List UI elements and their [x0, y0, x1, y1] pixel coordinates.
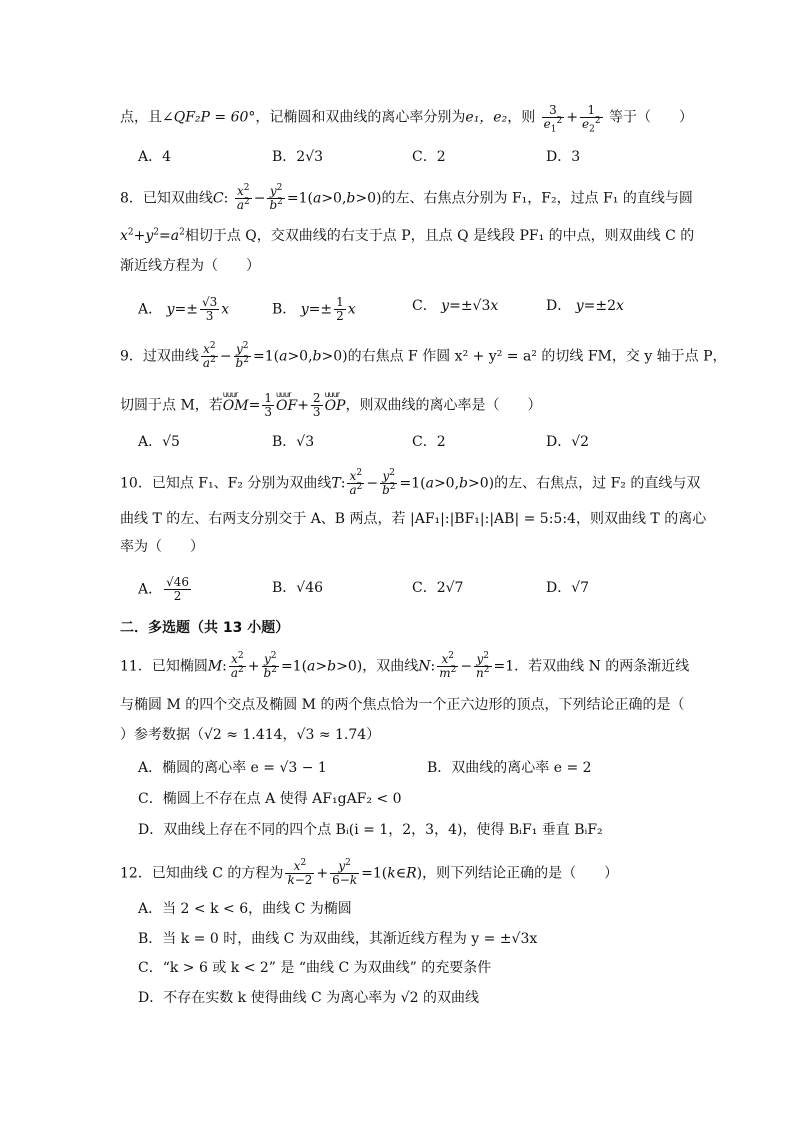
q7-option-a: A．4 — [138, 149, 172, 165]
q7-option-d: D．3 — [546, 149, 581, 165]
q8-line-2: $x^2+y^2=a^2$相切于点 Q，交双曲线的右支于点 P，且点 Q 是线段 PF₁ 的中点，则双曲线 C 的 — [120, 227, 695, 244]
q8-line-3: 渐近线方程为（ ） — [120, 258, 260, 274]
q10-number: 10．已知点 F₁、F₂ 分别为双曲线 — [120, 475, 332, 492]
q11-text-c: ．若双曲线 N 的两条渐近线 — [514, 658, 690, 675]
q7-text-a: 点，且 — [120, 109, 162, 126]
q8-option-d: D． y=±2x — [546, 298, 624, 314]
q12-number: 12．已知曲线 C 的方程为 — [120, 865, 284, 882]
q7-e: e₁，e₂ — [465, 109, 508, 126]
q12-option-d: D．不存在实数 k 使得曲线 C 为离心率为 √2 的双曲线 — [138, 990, 479, 1006]
q7-option-b: B．2√3 — [272, 149, 324, 165]
q11-option-c: C．椭圆上不存在点 A 使得 AF₁gAF₂ < 0 — [138, 791, 402, 807]
q8-option-b: B． y=± $\frac{1}{2}$ x — [272, 295, 356, 323]
q11-option-b: B．双曲线的离心率 e = 2 — [427, 760, 592, 776]
q9-option-d: D．√2 — [546, 434, 590, 450]
q7-line: 点，且∠QF₂P = 60°，记椭圆和双曲线的离心率分别为e₁，e₂，则 $\frac{3}{e_1^2}$ + $\frac{1}{e_2^2}$ 等于（ ） — [120, 103, 693, 135]
q7-angle: ∠QF₂P = 60° — [162, 109, 256, 126]
q9-line-1: 9．过双曲线 $\frac{x^2}{a^2}$ − $\frac{y^2}{b^2}$ =1(a>0,b>0)的右焦点 F 作圆 x² + y² = a² 的切线 FM，交 y 轴于点 P， — [120, 341, 727, 370]
section-heading: 二．多选题（共 13 小题） — [120, 620, 290, 636]
q8-text-b: 的左、右焦点分别为 F₁，F₂，过点 F₁ 的直线与圆 — [381, 190, 693, 207]
q9-text-2a: 切圆于点 M，若 — [120, 397, 223, 414]
q7-text-b: ，记椭圆和双曲线的离心率分别为 — [255, 109, 466, 126]
q10-text-b: 的左、右焦点，过 F₂ 的直线与双 — [494, 475, 701, 492]
q8-line-1: 8．已知双曲线C: $\frac{x^2}{a^2}$ − $\frac{y^2}{b^2}$ =1(a>0,b>0)的左、右焦点分别为 F₁，F₂，过点 F₁ 的直线与圆 — [120, 183, 693, 212]
q7-fraction-2: $\frac{1}{e_2^2}$ — [581, 103, 601, 135]
q8-text-2: 相切于点 Q，交双曲线的右支于点 P，且点 Q 是线段 PF₁ 的中点，则双曲线 C 的 — [184, 228, 695, 244]
q7-option-c: C．2 — [412, 149, 446, 165]
q10-line-2: 曲线 T 的左、右两支分别交于 A、B 两点，若 |AF₁|:|BF₁|:|AB| = 5:5:4，则双曲线 T 的离心 — [120, 511, 707, 527]
q10-option-b: B．√46 — [272, 580, 324, 596]
q9-option-b: B．√3 — [272, 434, 315, 450]
q12-option-b: B．当 k = 0 时，曲线 C 为双曲线，其渐近线方程为 y = ±√3x — [138, 931, 538, 947]
q10-option-d: D．√7 — [546, 580, 590, 596]
q9-option-a: A．√5 — [138, 434, 180, 450]
q10-option-a: A． $\frac{√46}{2}$ — [138, 575, 190, 603]
q9-line-2: 切圆于点 M，若uuur OM= $\frac{1}{3}$ uuur OF+ $\frac{2}{3}$ uuur OP，则双曲线的离心率是（ ） — [120, 392, 541, 419]
q12-option-a: A．当 2 < k < 6，曲线 C 为椭圆 — [138, 901, 352, 917]
q12-text-b: ，则下列结论正确的是（ ） — [422, 865, 619, 882]
q11-number: 11．已知椭圆 — [120, 658, 208, 675]
q11-option-d: D．双曲线上存在不同的四个点 Bᵢ(i = 1，2，3，4)，使得 BᵢF₁ 垂直 BᵢF₂ — [138, 822, 603, 838]
q7-text-c: ，则 — [507, 109, 536, 126]
q11-line-1: 11．已知椭圆M: $\frac{x^2}{a^2}$ + $\frac{y^2}{b^2}$ =1(a>b>0)，双曲线N: $\frac{x^2}{m^2}$ − $\frac{y^2}{n^2}$ =1．若双曲线 N 的两条渐近线 — [120, 651, 690, 680]
q11-text-b: ，双曲线 — [362, 658, 419, 675]
q12-line-1: 12．已知曲线 C 的方程为 $\frac{x^2}{k-2}$ + $\frac{y^2}{6-k}$ =1(k∈R)，则下列结论正确的是（ ） — [120, 858, 619, 887]
q10-line-1: 10．已知点 F₁、F₂ 分别为双曲线T: $\frac{x^2}{a^2}$ − $\frac{y^2}{b^2}$ =1(a>0,b>0)的左、右焦点，过 F₂ 的直线与双 — [120, 468, 701, 497]
q11-option-a: A．椭圆的离心率 e = √3 − 1 — [138, 760, 327, 776]
q10-line-3: 率为（ ） — [120, 539, 204, 555]
q7-fraction-1: $\frac{3}{e_1^2}$ — [543, 103, 563, 135]
q11-line-2: 与椭圆 M 的四个交点及椭圆 M 的两个焦点恰为一个正六边形的顶点，下列结论正确的是（ — [120, 697, 685, 713]
q9-number: 9．过双曲线 — [120, 348, 199, 365]
q9-text-2b: ，则双曲线的离心率是（ ） — [345, 397, 542, 414]
q9-option-c: C．2 — [412, 434, 446, 450]
q12-option-c: C．“k > 6 或 k < 2” 是 “曲线 C 为双曲线” 的充要条件 — [138, 960, 492, 976]
q10-option-c: C．2√7 — [412, 580, 464, 596]
q9-text-b: 的右焦点 F 作圆 x² + y² = a² 的切线 FM，交 y 轴于点 P， — [347, 348, 727, 365]
q8-option-c: C． y=±√3x — [412, 298, 499, 314]
q8-number: 8．已知双曲线 — [120, 190, 213, 207]
q8-option-a: A． y=± $\frac{√3}{3}$ x — [138, 295, 230, 323]
q11-line-3: ）参考数据（√2 ≈ 1.414，√3 ≈ 1.74） — [120, 727, 381, 743]
q7-text-d: 等于（ ） — [609, 109, 693, 126]
